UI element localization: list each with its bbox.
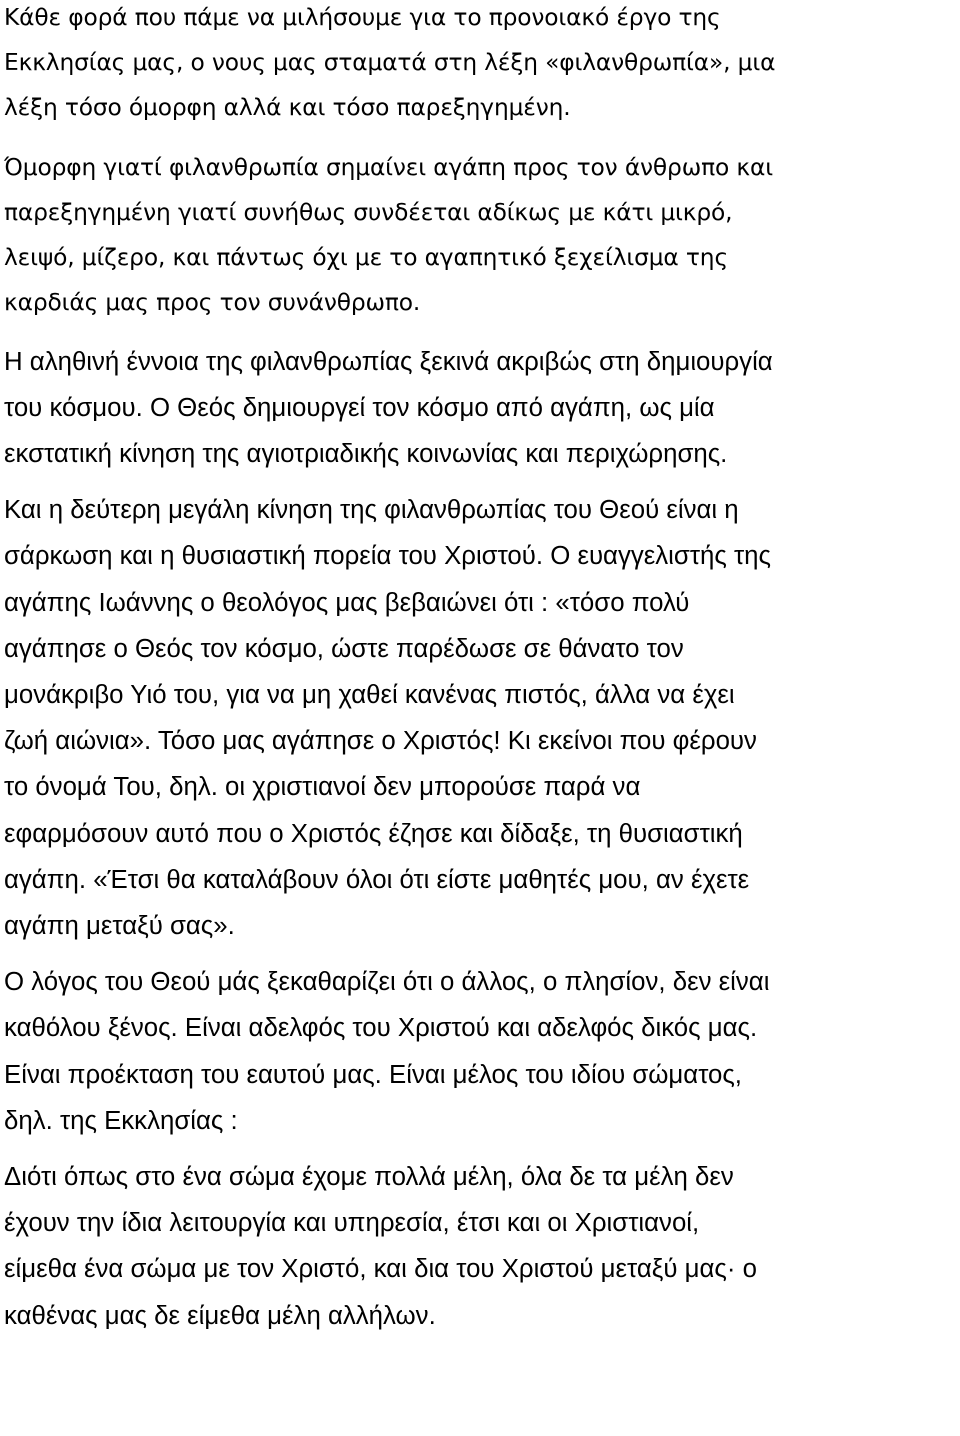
text-line: αγάπησε ο Θεός τον κόσμο, ώστε παρέδωσε σε θάνατο τον (4, 634, 684, 663)
text-line: παρεξηγημένη γιατί συνήθως συνδέεται αδίκως με κάτι μικρό, (4, 198, 733, 227)
text-line: το όνομά Του, δηλ. οι χριστιανοί δεν μπορούσε παρά να (4, 773, 641, 802)
text-line: δηλ. της Εκκλησίας : (4, 1106, 238, 1135)
text-line: Ο λόγος του Θεού μάς ξεκαθαρίζει ότι ο άλλος, ο πλησίον, δεν είναι (4, 968, 770, 997)
text-line: έχουν την ίδια λειτουργία και υπηρεσία, έτσι και οι Χριστιανοί, (4, 1209, 700, 1238)
text-line: Και η δεύτερη μεγάλη κίνηση της φιλανθρωπίας του Θεού είναι η (4, 496, 739, 525)
text-line: Είναι προέκταση του εαυτού μας. Είναι μέλος του ιδίου σώματος, (4, 1060, 742, 1089)
paragraph-3 (4, 339, 956, 478)
text-line: Εκκλησίας μας, ο νους μας σταματά στη λέξη «φιλανθρωπία», μια (4, 47, 776, 76)
text-line: εκστατική κίνηση της αγιοτριαδικής κοινωνίας και περιχώρησης. (4, 439, 728, 468)
text-line: Η αληθινή έννοια της φιλανθρωπίας ξεκινά ακριβώς στη δημιουργία (4, 347, 773, 376)
paragraph-6 (4, 1154, 956, 1339)
text-line: μονάκριβο Υιό του, για να μη χαθεί κανένας πιστός, άλλα να έχει (4, 681, 735, 709)
text-line: καθόλου ξένος. Είναι αδελφός του Χριστού και αδελφός δικός μας. (4, 1014, 758, 1043)
text-line: σάρκωση και η θυσιαστική πορεία του Χριστού. Ο ευαγγελιστής της (4, 542, 771, 571)
text-line: είμεθα ένα σώμα με τον Χριστό, και δια του Χριστού μεταξύ μας· ο (4, 1255, 757, 1284)
text-line: καθένας μας δε είμεθα μέλη αλλήλων. (4, 1301, 436, 1330)
text-line: καρδιάς μας προς τον συνάνθρωπο. (4, 287, 421, 316)
text-line: Κάθε φορά που πάμε να μιλήσουμε για το προνοιακό έργο της (4, 3, 721, 31)
text-line: εφαρμόσουν αυτό που ο Χριστός έζησε και δίδαξε, τη θυσιαστική (4, 819, 743, 848)
document-page (4, 0, 956, 1339)
text-line: λέξη τόσο όμορφη αλλά και τόσο παρεξηγημένη. (4, 92, 571, 121)
paragraph-4 (4, 487, 956, 949)
text-line: αγάπη. «Έτσι θα καταλάβουν όλοι ότι είστε μαθητές μου, αν έχετε (4, 865, 750, 894)
text-line: αγάπη μεταξύ σας». (4, 912, 235, 941)
text-line: λειψό, μίζερο, και πάντως όχι με το αγαπητικό ξεχείλισμα της (4, 242, 728, 271)
paragraph-1 (4, 0, 956, 129)
text-line: αγάπης Ιωάννης ο θεολόγος μας βεβαιώνει ότι : «τόσο πολύ (4, 588, 690, 617)
text-line: ζωή αιώνια». Τόσο μας αγάπησε ο Χριστός! Κι εκείνοι που φέρουν (4, 727, 757, 756)
paragraph-5 (4, 959, 956, 1144)
text-line: Όμορφη γιατί φιλανθρωπία σημαίνει αγάπη προς τον άνθρωπο και (4, 153, 773, 182)
paragraph-2 (4, 145, 956, 324)
text-line: Διότι όπως στο ένα σώμα έχομε πολλά μέλη, όλα δε τα μέλη δεν (4, 1163, 734, 1192)
text-line: του κόσμου. Ο Θεός δημιουργεί τον κόσμο από αγάπη, ως μία (4, 393, 715, 422)
